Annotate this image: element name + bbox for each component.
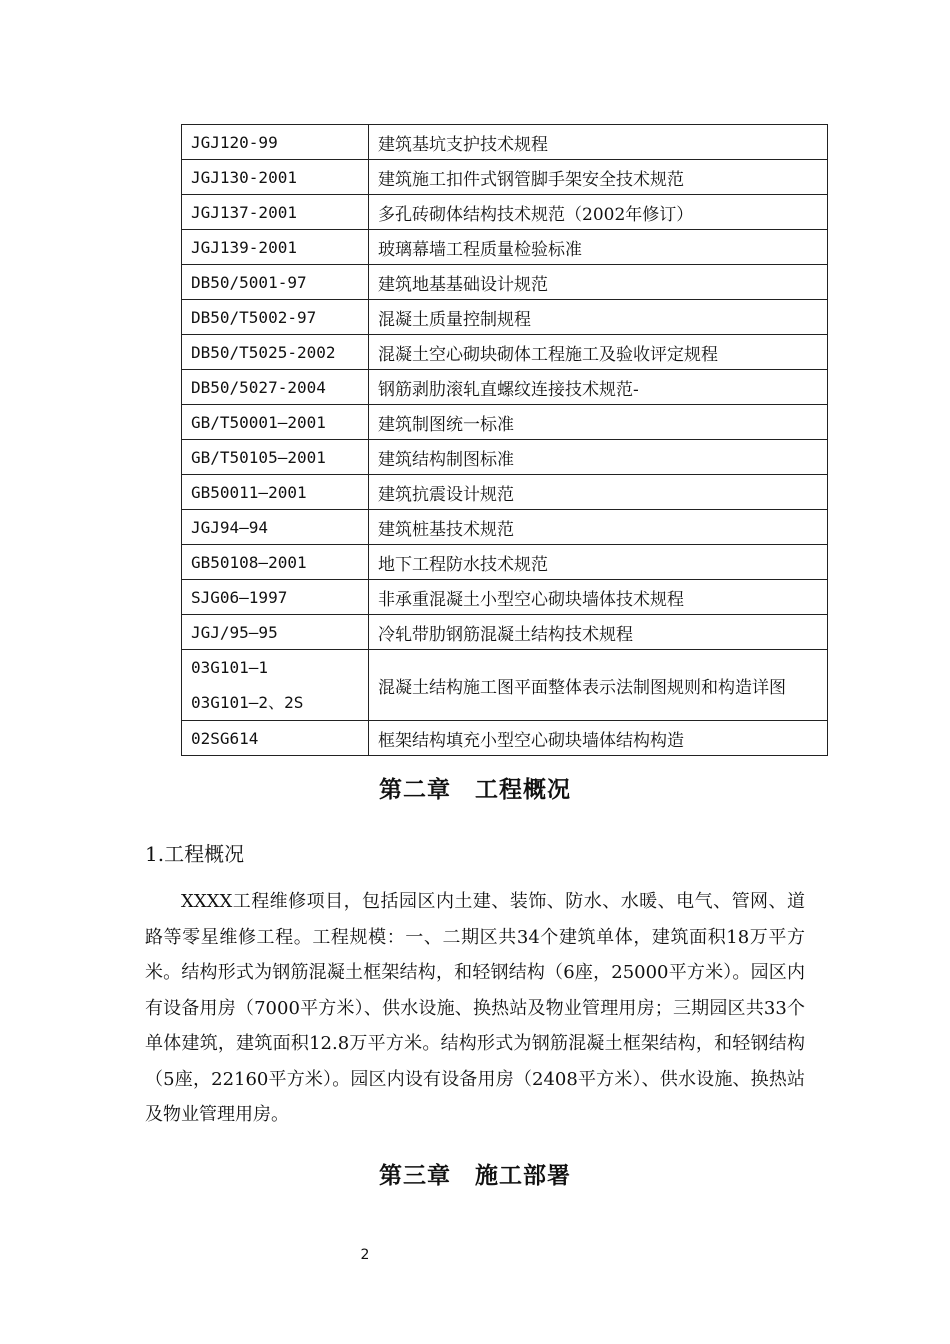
standards-table	[181, 124, 828, 756]
standard-code: JGJ130-2001	[182, 160, 369, 195]
section-1-body: XXXX工程维修项目，包括园区内土建、装饰、防水、水暖、电气、管网、道路等零星维修工程。工程规模：一、二期区共34个建筑单体，建筑面积18万平方米。结构形式为钢筋混凝土框架结构，和轻钢结构（6座，25000平方米）。园区内有设备用房（7000平方米）、供水设施、换热站及物业管理用房；三期园区共33个单体建筑，建筑面积12.8万平方米。结构形式为钢筋混凝土框架结构，和轻钢结构（5座，22160平方米）。园区内设有设备用房（2408平方米）、供水设施、换热站及物业管理用房。	[145, 891, 805, 1125]
standard-name: 非承重混凝土小型空心砌块墙体技术规程	[369, 580, 828, 615]
standard-code: JGJ120-99	[182, 125, 369, 160]
table-row	[182, 545, 828, 580]
standard-name: 地下工程防水技术规范	[369, 545, 828, 580]
standard-name: 玻璃幕墙工程质量检验标准	[369, 230, 828, 265]
page-number: 2	[360, 1247, 370, 1263]
table-row	[182, 615, 828, 650]
table-row	[182, 300, 828, 335]
standard-code: DB50/T5025-2002	[182, 335, 369, 370]
table-row	[182, 475, 828, 510]
table-row	[182, 160, 828, 195]
standard-code: GB/T50105—2001	[182, 440, 369, 475]
standard-code: JGJ/95—95	[182, 615, 369, 650]
standard-name: 冷轧带肋钢筋混凝土结构技术规程	[369, 615, 828, 650]
standard-code: JGJ94—94	[182, 510, 369, 545]
standard-name: 建筑基坑支护技术规程	[369, 125, 828, 160]
standard-code: JGJ139-2001	[182, 230, 369, 265]
standards-table-body	[182, 125, 828, 756]
standard-name: 混凝土质量控制规程	[369, 300, 828, 335]
table-row	[182, 335, 828, 370]
standard-code: JGJ137-2001	[182, 195, 369, 230]
standard-name: 混凝土结构施工图平面整体表示法制图规则和构造详图	[369, 650, 828, 721]
table-row	[182, 721, 828, 756]
standard-code: GB/T50001—2001	[182, 405, 369, 440]
table-row-double	[182, 650, 828, 721]
standard-code: SJG06—1997	[182, 580, 369, 615]
table-row	[182, 195, 828, 230]
table-row	[182, 440, 828, 475]
standard-name: 钢筋剥肋滚轧直螺纹连接技术规范-	[369, 370, 828, 405]
standard-code: DB50/5001-97	[182, 265, 369, 300]
table-row	[182, 265, 828, 300]
standard-name: 建筑制图统一标准	[369, 405, 828, 440]
standard-name: 多孔砖砌体结构技术规范（2002年修订）	[369, 195, 828, 230]
chapter-2-title: 第二章 工程概况	[379, 777, 571, 803]
standard-name: 建筑地基基础设计规范	[369, 265, 828, 300]
table-row	[182, 510, 828, 545]
standard-code: GB50108—2001	[182, 545, 369, 580]
standard-code: DB50/T5002-97	[182, 300, 369, 335]
table-row	[182, 405, 828, 440]
standard-code: 02SG614	[182, 721, 369, 756]
chapter-3-title: 第三章 施工部署	[379, 1163, 571, 1189]
standard-name: 混凝土空心砌块砌体工程施工及验收评定规程	[369, 335, 828, 370]
standard-name: 框架结构填充小型空心砌块墙体结构构造	[369, 721, 828, 756]
table-row	[182, 370, 828, 405]
table-row	[182, 230, 828, 265]
standard-name: 建筑结构制图标准	[369, 440, 828, 475]
standard-code: GB50011—2001	[182, 475, 369, 510]
table-row	[182, 125, 828, 160]
standard-name: 建筑桩基技术规范	[369, 510, 828, 545]
section-1-title: 1.工程概况	[145, 842, 245, 866]
standard-code: 03G101—2、2S	[191, 693, 304, 712]
standard-code: 03G101—1	[191, 658, 269, 677]
standard-name: 建筑施工扣件式钢管脚手架安全技术规范	[369, 160, 828, 195]
table-row	[182, 580, 828, 615]
standard-code: DB50/5027-2004	[182, 370, 369, 405]
standard-code-pair	[182, 650, 369, 721]
standard-name: 建筑抗震设计规范	[369, 475, 828, 510]
